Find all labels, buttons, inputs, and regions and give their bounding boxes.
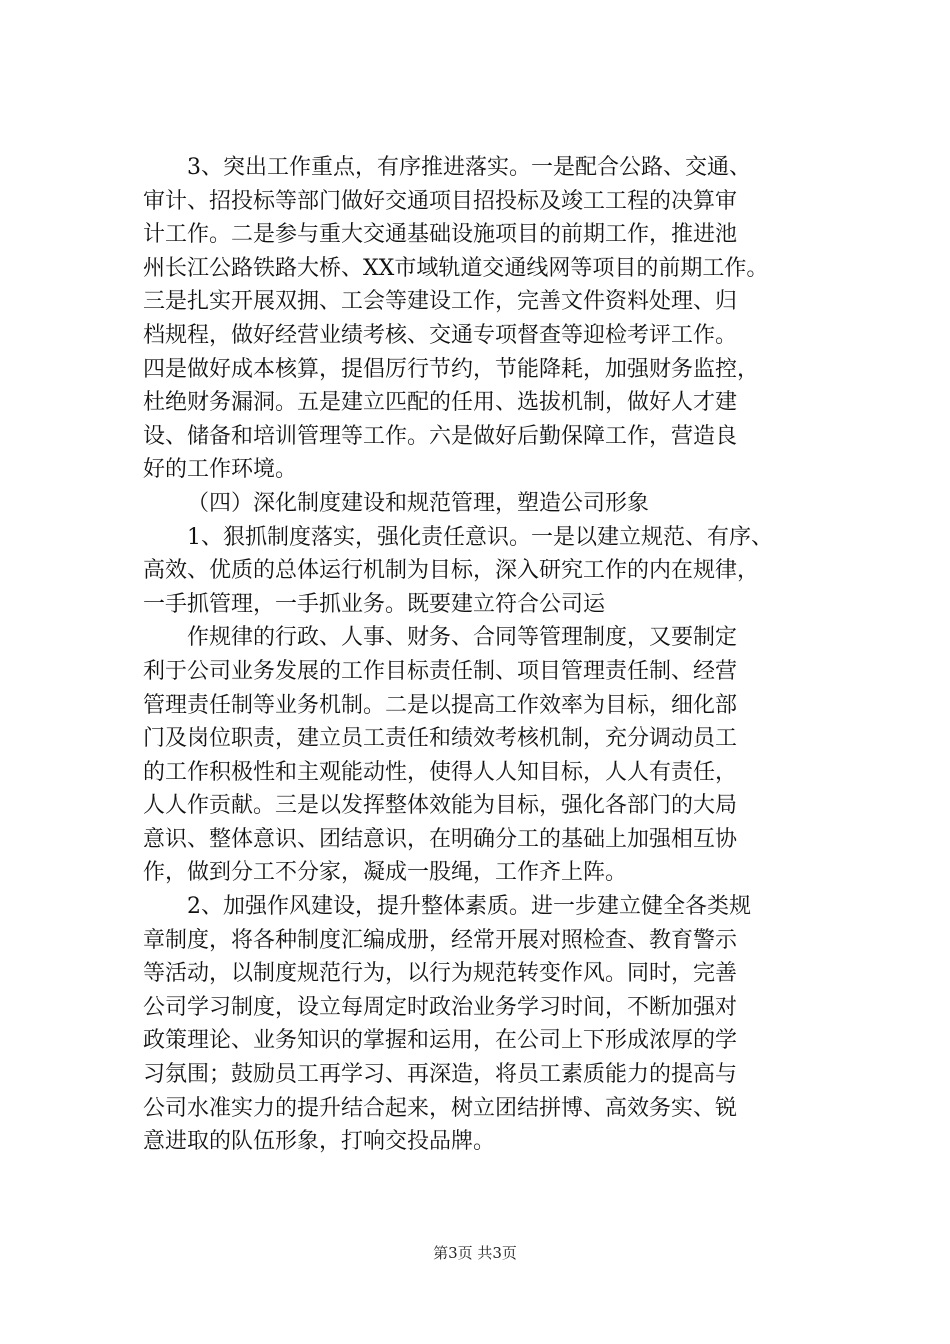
paragraph-3: [143, 621, 843, 890]
text-line: 门及岗位职责，建立员工责任和绩效考核机制，充分调动员工: [143, 726, 738, 752]
text-line: 公司学习制度，设立每周定时政治业务学习时间，不断加强对: [143, 994, 738, 1020]
text-line: 计工作。二是参与重大交通基础设施项目的前期工作，推进池: [143, 222, 738, 248]
text-line: 章制度，将各种制度汇编成册，经常开展对照检查、教育警示: [143, 927, 738, 953]
text-line: 管理责任制等业务机制。二是以提高工作效率为目标，细化部: [143, 692, 738, 718]
text-line: 三是扎实开展双拥、工会等建设工作，完善文件资料处理、归: [143, 289, 738, 315]
text-line: 档规程，做好经营业绩考核、交通专项督查等迎检考评工作。: [143, 322, 738, 348]
text-line: 好的工作环境。: [143, 457, 298, 483]
paragraph-2: [143, 521, 843, 622]
text-line: 意识、整体意识、团结意识，在明确分工的基础上加强相互协: [143, 826, 738, 852]
text-line: 公司水准实力的提升结合起来，树立团结拼博、高效务实、锐: [143, 1095, 738, 1121]
text-line: 等活动，以制度规范行为，以行为规范转变作风。同时，完善: [143, 961, 738, 987]
text-line: 设、储备和培训管理等工作。六是做好后勤保障工作，营造良: [143, 423, 738, 449]
text-line: 四是做好成本核算，提倡厉行节约，节能降耗，加强财务监控，: [143, 356, 760, 382]
paragraph-4: [143, 890, 843, 1159]
paragraph-1: [143, 151, 843, 487]
page-footer: 第3页 共3页: [433, 1244, 517, 1262]
document-body: [143, 151, 843, 1159]
text-line: 的工作积极性和主观能动性，使得人人知目标，人人有责任，: [143, 759, 738, 785]
text-line: 利于公司业务发展的工作目标责任制、项目管理责任制、经营: [143, 658, 738, 684]
text-line: 作规律的行政、人事、财务、合同等管理制度，又要制定: [187, 625, 738, 651]
text-line: 3、突出工作重点，有序推进落实。一是配合公路、交通、: [187, 155, 751, 180]
text-line: 州长江公路铁路大桥、XX市域轨道交通线网等项目的前期工作。: [143, 255, 769, 281]
text-line: 审计、招投标等部门做好交通项目招投标及竣工工程的决算审: [143, 188, 738, 214]
text-line: 一手抓管理，一手抓业务。既要建立符合公司运: [143, 591, 606, 617]
text-line: 2、加强作风建设，提升整体素质。进一步建立健全各类规: [187, 894, 751, 920]
text-line: 1、狠抓制度落实，强化责任意识。一是以建立规范、有序、: [187, 524, 773, 550]
text-line: 意进取的队伍形象，打响交投品牌。: [143, 1129, 496, 1155]
text-line: 作，做到分工不分家，凝成一股绳，工作齐上阵。: [143, 860, 628, 886]
text-line: 习氛围；鼓励员工再学习、再深造，将员工素质能力的提高与: [143, 1062, 738, 1088]
text-line: 高效、优质的总体运行机制为目标，深入研究工作的内在规律，: [143, 558, 760, 584]
text-line: 杜绝财务漏洞。五是建立匹配的任用、选拔机制，做好人才建: [143, 390, 738, 416]
section-heading: （四）深化制度建设和规范管理，塑造公司形象: [187, 490, 650, 516]
text-line: 政策理论、业务知识的掌握和运用，在公司上下形成浓厚的学: [143, 1028, 738, 1054]
text-line: 人人作贡献。三是以发挥整体效能为目标，强化各部门的大局: [143, 793, 738, 819]
